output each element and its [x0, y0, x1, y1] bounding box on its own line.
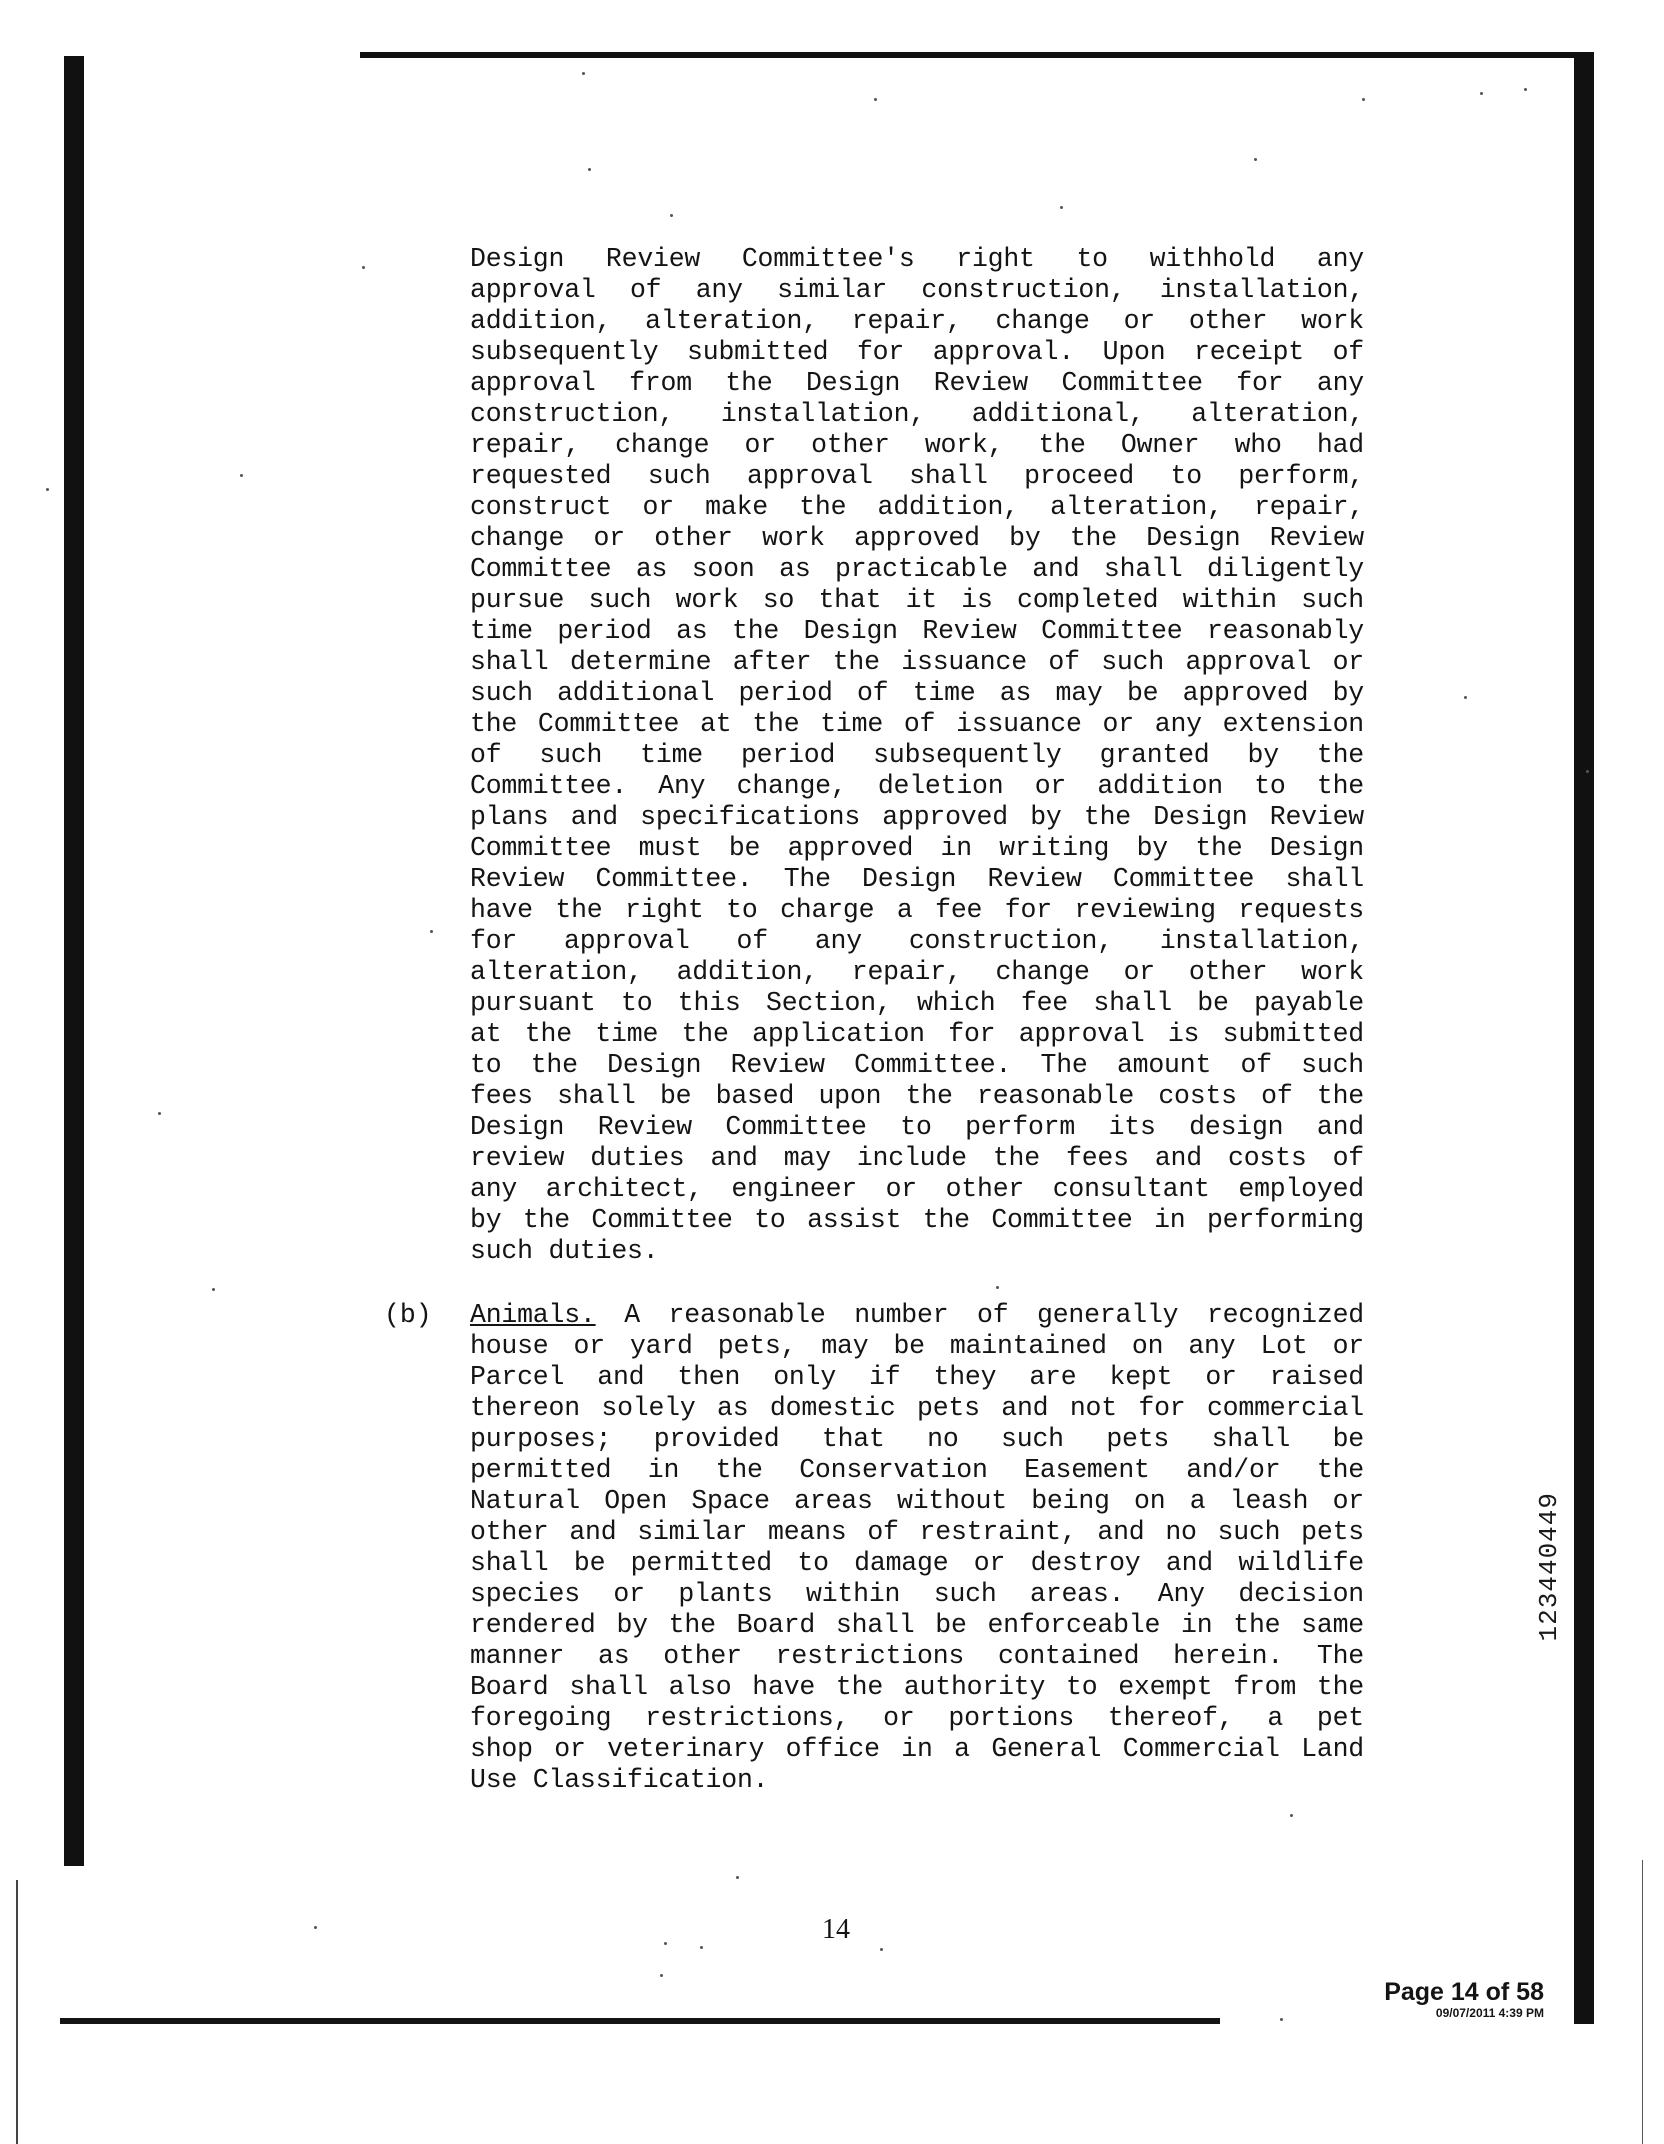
text-line: house or yard pets, may be maintained on any Lot or: [470, 1331, 1364, 1361]
text-line: review duties and may include the fees and costs of: [470, 1143, 1364, 1173]
text-line: such duties.: [470, 1236, 659, 1266]
scan-edge-line-left: [16, 1880, 18, 2144]
scan-border-right: [1574, 52, 1594, 2024]
scan-speck: [362, 266, 365, 269]
text-line: by the Committee to assist the Committee in performing: [470, 1205, 1364, 1235]
text-line: fees shall be based upon the reasonable costs of the: [470, 1081, 1364, 1111]
text-line: Board shall also have the authority to exempt from the: [470, 1672, 1364, 1702]
scan-speck: [1280, 2018, 1283, 2021]
text-line: requested such approval shall proceed to perform,: [470, 461, 1364, 491]
text-line: the Committee at the time of issuance or any extension: [470, 709, 1364, 739]
text-line: pursue such work so that it is completed within such: [470, 585, 1364, 615]
text-line: Committee as soon as practicable and shall diligently: [470, 554, 1364, 584]
text-line: subsequently submitted for approval. Upon receipt of: [470, 337, 1364, 367]
recording-number-stamp: 123440449: [1534, 1492, 1564, 1642]
text-line: addition, alteration, repair, change or other work: [470, 306, 1364, 336]
text-line: for approval of any construction, installation,: [470, 926, 1364, 956]
text-line: have the right to charge a fee for reviewing requests: [470, 895, 1364, 925]
scan-speck: [314, 1926, 317, 1929]
text-line: time period as the Design Review Committee reasonably: [470, 616, 1364, 646]
text-line: Natural Open Space areas without being on a leash or: [470, 1486, 1364, 1516]
text-line: at the time the application for approval is submitted: [470, 1019, 1364, 1049]
scan-speck: [212, 1288, 215, 1291]
scan-speck: [158, 1112, 161, 1115]
scan-speck: [996, 1286, 999, 1289]
text-line: permitted in the Conservation Easement and/or the: [470, 1455, 1364, 1485]
text-line: construct or make the addition, alteration, repair,: [470, 492, 1364, 522]
scan-border-left: [64, 56, 84, 1866]
text-line: approval of any similar construction, installation,: [470, 275, 1364, 305]
text-line: change or other work approved by the Design Review: [470, 523, 1364, 553]
text-line: alteration, addition, repair, change or other work: [470, 957, 1364, 987]
text-line: of such time period subsequently granted by the: [470, 740, 1364, 770]
page-number: 14: [822, 1914, 850, 1945]
scan-edge-line-right: [1642, 1860, 1643, 2144]
scan-speck: [874, 98, 877, 101]
text-line: Committee must be approved in writing by the Design: [470, 833, 1364, 863]
scan-speck: [1524, 88, 1527, 91]
scan-speck: [736, 1876, 739, 1879]
animals-first-line-text: A reasonable number of generally recognized: [595, 1300, 1364, 1330]
text-line: species or plants within such areas. Any decision: [470, 1579, 1364, 1609]
scan-speck: [1362, 98, 1365, 101]
scan-speck: [664, 1942, 667, 1945]
text-line: Parcel and then only if they are kept or raised: [470, 1362, 1364, 1392]
scan-speck: [880, 1948, 883, 1951]
text-line: approval from the Design Review Committee for any: [470, 368, 1364, 398]
text-line: purposes; provided that no such pets shall be: [470, 1424, 1364, 1454]
text-line: repair, change or other work, the Owner who had: [470, 430, 1364, 460]
scan-speck: [1480, 92, 1483, 95]
scan-speck: [670, 214, 673, 217]
item-label-b: (b): [384, 1300, 432, 1330]
text-line: thereon solely as domestic pets and not for commercial: [470, 1393, 1364, 1423]
scan-speck: [1060, 206, 1063, 209]
animals-first-line: [470, 1300, 1364, 1331]
text-line: plans and specifications approved by the Design Review: [470, 802, 1364, 832]
text-line: such additional period of time as may be approved by: [470, 678, 1364, 708]
text-line: Use Classification.: [470, 1765, 769, 1795]
scan-border-bottom: [60, 2018, 1220, 2024]
text-line: shop or veterinary office in a General Commercial Land: [470, 1734, 1364, 1764]
scan-speck: [1290, 1814, 1293, 1817]
text-line: Review Committee. The Design Review Committee shall: [470, 864, 1364, 894]
text-line: foregoing restrictions, or portions thereof, a pet: [470, 1703, 1364, 1733]
text-line: to the Design Review Committee. The amount of such: [470, 1050, 1364, 1080]
paragraph-design-review-continued: [470, 244, 1364, 1267]
text-line: shall be permitted to damage or destroy and wildlife: [470, 1548, 1364, 1578]
text-line: pursuant to this Section, which fee shall be payable: [470, 988, 1364, 1018]
text-line: shall determine after the issuance of such approval or: [470, 647, 1364, 677]
scan-speck: [1464, 696, 1467, 699]
scan-speck: [582, 72, 585, 75]
scan-speck: [660, 1974, 663, 1977]
text-line: manner as other restrictions contained herein. The: [470, 1641, 1364, 1671]
text-line: construction, installation, additional, alteration,: [470, 399, 1364, 429]
scan-speck: [240, 474, 243, 477]
scan-border-top: [360, 52, 1594, 58]
page-indicator: Page 14 of 58: [1384, 1978, 1544, 2006]
scan-speck: [1586, 770, 1589, 773]
paragraph-animals: [470, 1300, 1364, 1796]
text-line: rendered by the Board shall be enforceable in the same: [470, 1610, 1364, 1640]
text-line: Committee. Any change, deletion or addition to the: [470, 771, 1364, 801]
animals-heading: Animals.: [470, 1300, 596, 1330]
scan-speck: [430, 930, 433, 933]
text-line: Design Review Committee to perform its design and: [470, 1112, 1364, 1142]
print-timestamp: 09/07/2011 4:39 PM: [1435, 2006, 1544, 2020]
scan-speck: [46, 488, 49, 491]
text-line: Design Review Committee's right to withhold any: [470, 244, 1364, 274]
scan-speck: [700, 1946, 703, 1949]
text-line: any architect, engineer or other consultant employed: [470, 1174, 1364, 1204]
scan-speck: [1254, 158, 1257, 161]
scan-speck: [588, 168, 591, 171]
text-line: other and similar means of restraint, and no such pets: [470, 1517, 1364, 1547]
